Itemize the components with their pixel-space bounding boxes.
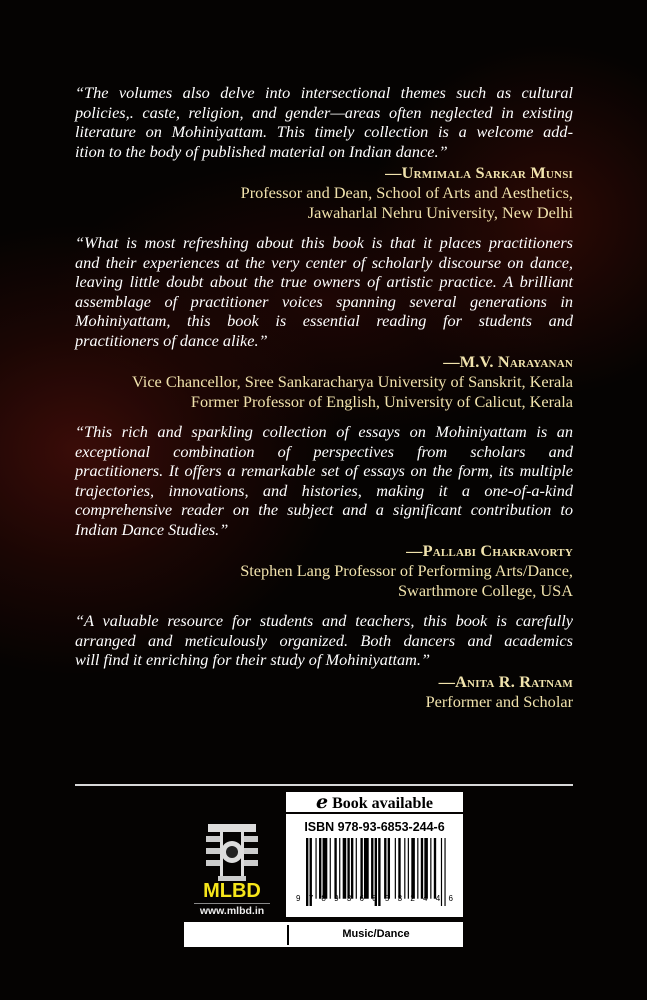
quote-line: and their experiences at the very center of scholarly discourse on dance,	[75, 252, 573, 272]
publisher-name: MLBD	[203, 880, 261, 902]
quote-line: exceptional combination of perspectives from scholars and	[75, 441, 573, 461]
endorser-affiliation: Performer and Scholar	[425, 691, 573, 711]
endorser-name: —Pallabi Chakravorty	[406, 541, 573, 560]
barcode-bar	[430, 838, 431, 899]
barcode-bar	[411, 838, 415, 899]
barcode-digit: 8	[372, 894, 377, 903]
barcode-bar	[364, 838, 369, 899]
ebook-text: Book available	[332, 795, 433, 812]
barcode-bar	[424, 838, 428, 899]
publisher-logo-emblem	[204, 822, 260, 882]
endorser-affiliation: Former Professor of English, University of Calicut, Kerala	[190, 392, 573, 411]
endorser-name: —Urmimala Sarkar Munsi	[385, 163, 573, 182]
quote-line: comprehensive reader on the subject and a significant contribution to	[75, 500, 573, 519]
quote-line: “This rich and sparkling collection of essays on Mohiniyattam is an	[75, 422, 573, 441]
endorsement-quote	[75, 611, 573, 670]
barcode-bar	[360, 838, 362, 899]
endorsement-attribution	[75, 352, 573, 412]
barcode-bar	[417, 838, 418, 899]
barcode-bar	[334, 838, 336, 899]
quote-line: literature on Mohiniyattam. This timely collection is a welcome add-	[75, 122, 573, 141]
quote-line: “The volumes also delve into intersectional themes such as cultural	[75, 83, 573, 102]
endorser-affiliation: Stephen Lang Professor of Performing Arts/Dance,	[240, 561, 573, 580]
barcode-digit: 2	[410, 894, 415, 903]
endorsement-attribution	[75, 163, 573, 223]
endorsement-quote	[75, 422, 573, 539]
ebook-e-icon: e	[316, 791, 329, 813]
quote-line: assemblage of practitioner voices spanning several generations in	[75, 291, 573, 311]
quote-line: will find it enriching for their study of Mohiniyattam.”	[75, 650, 431, 669]
endorser-affiliation: Jawaharlal Nehru University, New Delhi	[307, 203, 573, 222]
divider	[75, 784, 573, 786]
logo-divider	[194, 903, 270, 904]
barcode-digit: 8	[321, 894, 326, 903]
barcode-bar	[404, 838, 405, 899]
barcode-bar	[330, 838, 331, 899]
barcode-bar	[351, 838, 353, 899]
quote-line: “What is most refreshing about this book is that it places practitioners	[75, 233, 573, 252]
barcode-digit: 3	[397, 894, 403, 903]
quote-line: Indian Dance Studies.”	[75, 519, 229, 539]
barcode-digit: 9	[296, 894, 301, 903]
barcode-bar	[315, 838, 316, 899]
endorsement-quote	[75, 233, 573, 350]
barcode-digit: 6	[359, 894, 364, 903]
quote-line: Mohiniyattam, this book is essential reading for students and	[75, 311, 573, 330]
isbn-barcode-box	[286, 814, 463, 917]
barcode-digit: 7	[308, 894, 314, 903]
barcode-bar	[347, 838, 349, 899]
endorser-affiliation: Vice Chancellor, Sree Sankaracharya University of Sanskrit, Kerala	[132, 372, 573, 391]
barcode-digit: 4	[435, 894, 441, 903]
barcode-bar	[356, 838, 357, 899]
barcode-digit: 4	[423, 894, 428, 903]
barcode-bar	[343, 838, 347, 899]
endorsement-attribution	[75, 672, 573, 712]
barcode-bar	[319, 838, 321, 899]
endorser-affiliation: Professor and Dean, School of Arts and Aesthetics,	[240, 183, 573, 202]
endorsement-quote	[75, 83, 573, 161]
endorser-name: —M.V. Narayanan	[443, 352, 573, 371]
ebook-available-label	[286, 792, 463, 812]
endorsement-attribution	[75, 541, 573, 601]
quote-line: policies,. caste, religion, and gender—areas often neglected in existing	[75, 102, 573, 122]
quote-line: trajectories, innovations, and histories, making it a one-of-a-kind	[75, 480, 573, 500]
barcode-digit: 9	[334, 894, 339, 903]
quote-line: practitioners. It offers a remarkable set of essays on the form, its multiple	[75, 461, 573, 480]
barcode-bar	[434, 838, 436, 899]
barcode-bar	[388, 838, 390, 899]
barcode-bar	[398, 838, 400, 899]
barcode-digit: 3	[346, 894, 352, 903]
quote-line: “A valuable resource for students and teachers, this book is carefully	[75, 611, 573, 630]
barcode-digits	[296, 894, 453, 903]
quote-line: arranged and meticulously organized. Both dancers and academics	[75, 630, 573, 650]
barcode-bar	[339, 838, 340, 899]
barcode-digit: 6	[448, 894, 453, 903]
endorser-name: —Anita R. Ratnam	[438, 671, 573, 691]
category-bar	[184, 922, 463, 947]
quote-line: practitioners of dance alike.”	[75, 330, 268, 350]
barcode-bar	[395, 838, 396, 899]
category-label: Music/Dance	[342, 928, 410, 940]
publisher-url: www.mlbd.in	[199, 905, 265, 917]
isbn-number: ISBN 978-93-6853-244-6	[304, 820, 445, 834]
barcode-bar	[408, 838, 409, 899]
quote-line: ition to the body of published material on Indian dance.”	[75, 141, 448, 161]
barcode-bar	[371, 838, 373, 899]
barcode-bar	[384, 838, 386, 899]
barcode-digit: 5	[384, 894, 390, 903]
barcode-bar	[323, 838, 328, 899]
quote-line: leaving little doubt about the true owners of artistic practice. A brilliant	[75, 272, 573, 291]
endorser-affiliation: Swarthmore College, USA	[398, 581, 573, 600]
barcode-bar	[421, 838, 423, 899]
endorsements	[75, 83, 573, 722]
